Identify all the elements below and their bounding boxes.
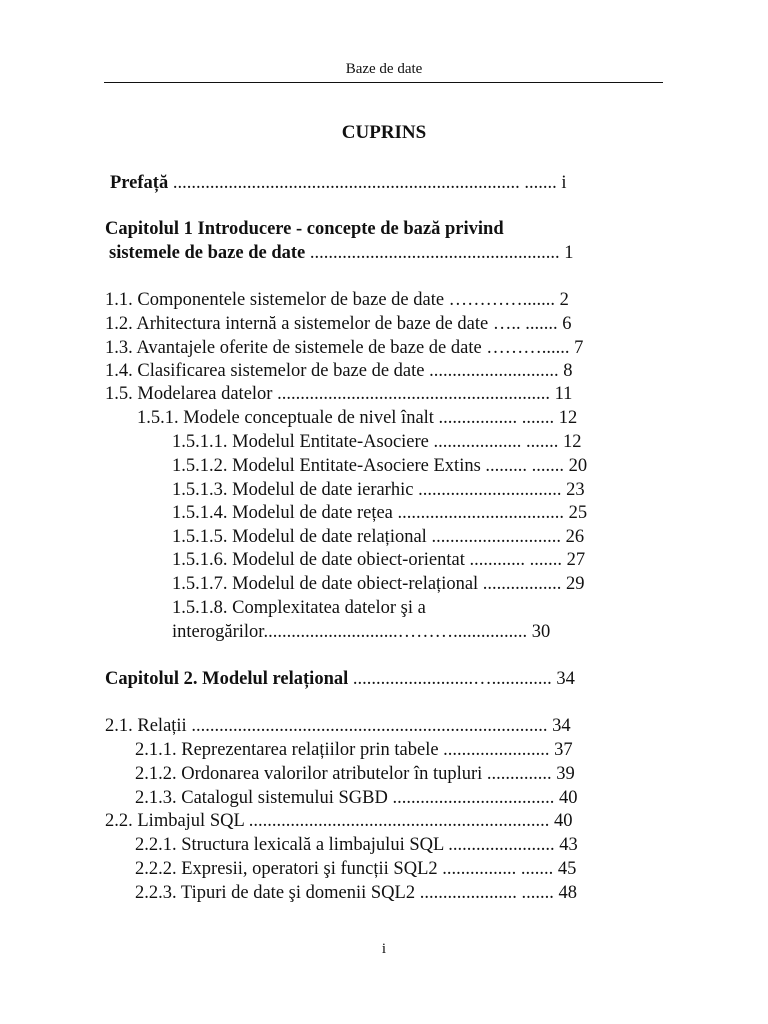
toc-chapter-1-title-text: Capitolul 1 Introducere - concepte de bază privind	[105, 219, 504, 239]
toc-entry[interactable]: 1.5.1.4. Modelul de date rețea .................................... 25	[172, 503, 588, 523]
toc-entry[interactable]: interogărilor.............................………................ 30	[172, 622, 551, 642]
running-header: Baze de date	[345, 61, 423, 77]
toc-entry[interactable]: 2.1.2. Ordonarea valorilor atributelor în tupluri .............. 39	[135, 764, 575, 784]
toc-entry[interactable]: 2.1.1. Reprezentarea relațiilor prin tabele ....................... 37	[135, 740, 573, 760]
toc-entry[interactable]: 1.5.1.7. Modelul de date obiect-relațional ................. 29	[172, 574, 585, 594]
toc-entry-preface[interactable]	[110, 172, 566, 194]
toc-entry-preface-leader: ........................................................................... ....... i	[168, 173, 567, 193]
toc-entry[interactable]: 1.5.1.2. Modelul Entitate-Asociere Extins ......... ....... 20	[172, 456, 588, 476]
toc-entry[interactable]: 2.1. Relații ............................................................................. 34	[105, 716, 571, 736]
page-number: i	[381, 941, 387, 957]
toc-entry[interactable]: 2.2. Limbajul SQL ................................................................. 40	[105, 811, 573, 831]
toc-entry[interactable]: 1.2. Arhitectura internă a sistemelor de baze de date ….. ....... 6	[105, 314, 572, 334]
toc-entry[interactable]: 1.3. Avantajele oferite de sistemele de baze de date ………...... 7	[105, 338, 584, 358]
toc-entry[interactable]: 2.2.3. Tipuri de date şi domenii SQL2 ..................... ....... 48	[135, 883, 577, 903]
toc-entry[interactable]: 1.5.1.8. Complexitatea datelor şi a	[172, 598, 426, 618]
toc-entry[interactable]: 1.5.1. Modele conceptuale de nivel înalt ................. ....... 12	[137, 408, 578, 428]
toc-entry[interactable]: 2.1.3. Catalogul sistemului SGBD ................................... 40	[135, 788, 578, 808]
toc-entry[interactable]: 1.5.1.6. Modelul de date obiect-orientat ............ ....... 27	[172, 550, 586, 570]
toc-entry[interactable]: 1.5.1.1. Modelul Entitate-Asociere ................... ....... 12	[172, 432, 582, 452]
toc-chapter-2-title[interactable]	[105, 668, 575, 690]
toc-entry[interactable]: 2.2.2. Expresii, operatori şi funcții SQL2 ................ ....... 45	[135, 859, 577, 879]
header-rule	[104, 82, 663, 83]
toc-chapter-1-title-line2[interactable]	[109, 242, 574, 264]
toc-chapter-1-title-line1[interactable]	[105, 218, 504, 240]
toc-entry[interactable]: 1.5.1.3. Modelul de date ierarhic ............................... 23	[172, 480, 585, 500]
toc-chapter-1-leader: ...................................................... 1	[305, 243, 574, 263]
toc-chapter-2-title-text: Capitolul 2. Modelul relațional	[105, 669, 349, 689]
toc-entry[interactable]: 2.2.1. Structura lexicală a limbajului SQL ....................... 43	[135, 835, 578, 855]
toc-chapter-2-leader: ..........................…............. 34	[348, 669, 575, 689]
toc-entry-preface-label: Prefață	[110, 173, 169, 193]
toc-entry[interactable]: 1.4. Clasificarea sistemelor de baze de date ............................ 8	[105, 361, 573, 381]
toc-chapter-1-title-text-2: sistemele de baze de date	[109, 243, 306, 263]
toc-entry[interactable]: 1.1. Componentele sistemelor de baze de date …………....... 2	[105, 290, 569, 310]
toc-title: CUPRINS	[341, 122, 427, 143]
toc-entry[interactable]: 1.5. Modelarea datelor ........................................................... 11	[105, 384, 573, 404]
toc-entry[interactable]: 1.5.1.5. Modelul de date relațional ............................ 26	[172, 527, 585, 547]
